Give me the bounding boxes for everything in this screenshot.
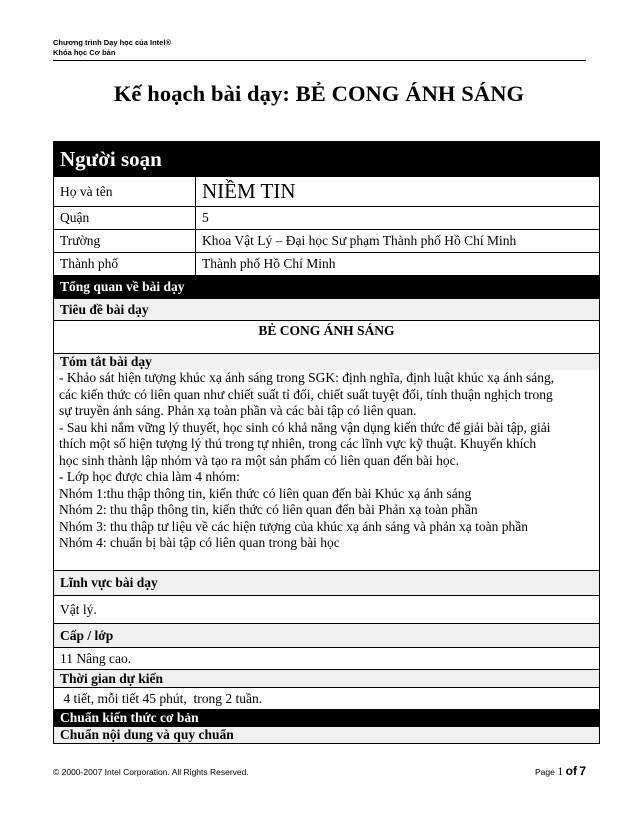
author-heading: Người soạn (60, 146, 162, 171)
summary-line: học sinh thành lập nhóm và tạo ra một sản phẩm có liên quan đến bài học. (59, 452, 460, 468)
subject-label-row (54, 570, 599, 595)
copyright: © 2000-2007 Intel Corporation. All Rights Reserved. (53, 767, 249, 777)
district-value: 5 (202, 210, 209, 225)
summary-body (54, 370, 599, 570)
lesson-title-label-row (54, 298, 599, 320)
subject-row (54, 595, 599, 623)
school-row (54, 229, 599, 252)
page-header (53, 38, 586, 61)
page-title: Kế hoạch bài dạy: BẺ CONG ÁNH SÁNG (113, 81, 525, 106)
lesson-title-row (54, 320, 599, 353)
name-value: NIỀM TIN (202, 179, 296, 203)
summary-line: Nhóm 4: chuẩn bị bài tập có liên quan trong bài học (59, 535, 340, 550)
school-label: Trường (54, 230, 196, 252)
of-word: of (565, 764, 577, 778)
summary-label: Tóm tắt bài dạy (60, 354, 152, 369)
summary-label-row (54, 353, 599, 370)
summary-line: - Khảo sát hiện tượng khúc xạ ánh sáng trong SGK: định nghĩa, định luật khúc xạ ánh sáng, (59, 370, 555, 385)
overview-heading-row (54, 275, 599, 298)
grade-value: 11 Nâng cao. (60, 650, 132, 666)
district-row (54, 206, 599, 229)
summary-line: Nhóm 2: thu thập thông tin, kiến thức có liên quan đến bài Phản xạ toàn phần (59, 502, 478, 517)
summary-line: các kiến thức có liên quan như chiết suất tỉ đối, chiết suất tuyệt đối, tính thuận nghịch trong (59, 386, 553, 402)
lesson-plan-table (53, 141, 600, 744)
standards-heading-row (54, 709, 599, 726)
standards-heading: Chuẩn kiến thức cơ bản (60, 710, 199, 725)
page-total: 7 (579, 764, 586, 778)
time-label-row (54, 669, 599, 687)
summary-line: - Lớp học được chia làm 4 nhóm: (59, 469, 240, 484)
grade-label-row (54, 623, 599, 647)
city-row (54, 252, 599, 275)
city-label: Thành phố (54, 253, 196, 275)
standards-sub-row (54, 726, 599, 743)
overview-heading: Tổng quan về bài dạy (60, 279, 185, 294)
district-label: Quận (54, 207, 196, 229)
time-label: Thời gian dự kiến (60, 670, 163, 686)
lesson-title: BẺ CONG ÁNH SÁNG (258, 323, 395, 338)
summary-line: sự truyền ánh sáng. Phản xạ toàn phần và các bài tập có liên quan. (59, 403, 417, 418)
time-row (54, 687, 599, 709)
subject-label: Lĩnh vực bài dạy (60, 575, 158, 590)
subject-value: Vật lý. (60, 601, 97, 617)
header-course: Khóa học Cơ bản (53, 48, 116, 57)
time-value: 4 tiết, mỗi tiết 45 phút, trong 2 tuần. (60, 690, 263, 706)
summary-line: thích một số hiện tượng lý thú trong tự nhiên, trong các lĩnh vực kỹ thuật. Khuyến khích (59, 436, 537, 451)
page-number (535, 764, 586, 779)
grade-label: Cấp / lớp (60, 627, 114, 643)
summary-line: - Sau khi nắm vững lý thuyết, học sinh có khả năng vận dụng kiến thức để giải bài tập, giải (59, 419, 551, 435)
summary-line: Nhóm 1:thu thập thông tin, kiến thức có liên quan đến bài Khúc xạ ánh sáng (59, 485, 472, 501)
page-word: Page (535, 767, 555, 777)
header-program: Chương trình Dạy học của Intel® (53, 38, 171, 47)
grade-row (54, 647, 599, 669)
name-label: Họ và tên (54, 177, 196, 206)
author-heading-row (54, 142, 599, 176)
page-current: 1 (557, 764, 564, 778)
summary-line: Nhóm 3: thu thập tư liệu về các hiện tượng của khúc xạ ánh sáng và phản xạ toàn phần (59, 518, 529, 534)
city-value: Thành phố Hồ Chí Minh (202, 256, 336, 271)
author-name-row (54, 176, 599, 206)
school-value: Khoa Vật Lý – Đại học Sư phạm Thành phố Hồ Chí Minh (202, 233, 517, 248)
lesson-title-label: Tiêu đề bài dạy (60, 301, 149, 317)
standards-sub-label: Chuẩn nội dung và quy chuẩn (60, 727, 234, 742)
